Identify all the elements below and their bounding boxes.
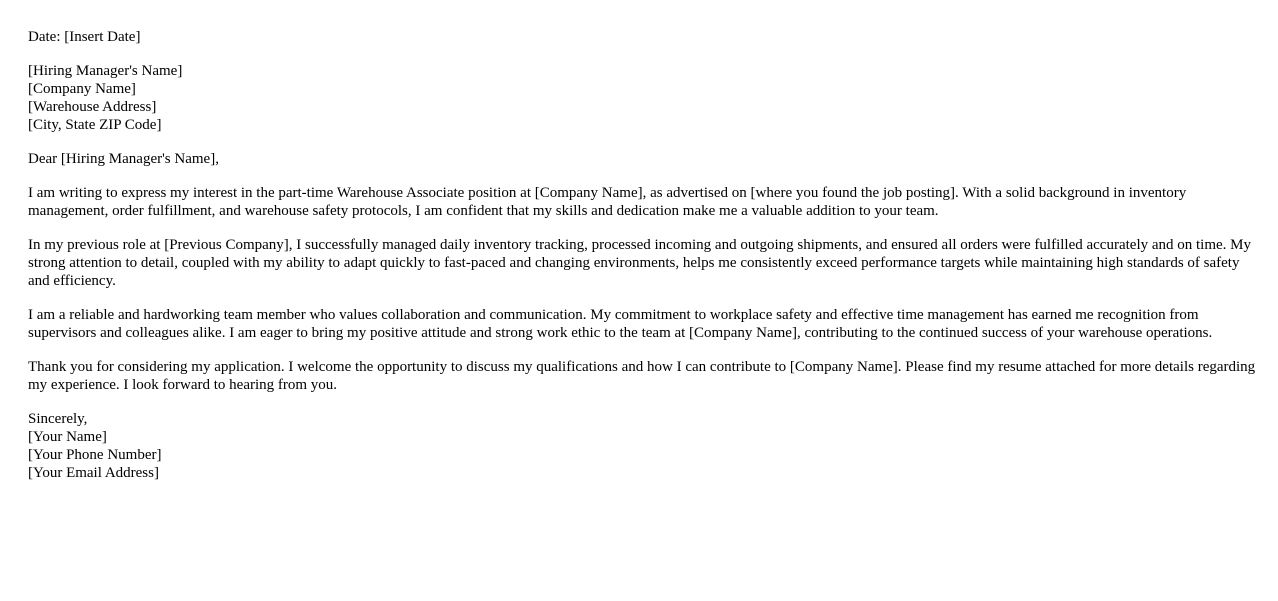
date-block [28, 28, 1256, 46]
closing: Sincerely, [28, 411, 88, 427]
recipient-name: [Hiring Manager's Name] [28, 63, 183, 79]
body-paragraph-qualities: I am a reliable and hardworking team member who values collaboration and communication. My commitment to workplace safety and effective time management has earned me recognition from supervisors and colleagues alike. I am eager to bring my positive attitude and strong work ethic to the team at [Company Name], contributing to the continued success of your warehouse operations. [28, 307, 1213, 341]
body-paragraph-intro: I am writing to express my interest in the part-time Warehouse Associate position at [Company Name], as advertised on [where you found the job posting]. With a solid background in inventory management, order fulfillment, and warehouse safety protocols, I am confident that my skills and dedication make me a valuable addition to your team. [28, 185, 1187, 219]
recipient-city-state-zip: [City, State ZIP Code] [28, 117, 162, 133]
recipient-address: [Warehouse Address] [28, 99, 157, 115]
signature-block [28, 410, 1256, 482]
signature-email: [Your Email Address] [28, 465, 159, 481]
signature-phone: [Your Phone Number] [28, 447, 162, 463]
cover-letter [28, 28, 1256, 498]
date-line: Date: [Insert Date] [28, 29, 141, 45]
signature-name: [Your Name] [28, 429, 107, 445]
recipient-block [28, 62, 1256, 134]
salutation: Dear [Hiring Manager's Name], [28, 151, 219, 167]
recipient-company: [Company Name] [28, 81, 136, 97]
salutation-block [28, 150, 1256, 168]
body-paragraph-closing: Thank you for considering my application. I welcome the opportunity to discuss my qualifications and how I can contribute to [Company Name]. Please find my resume attached for more details regarding my experience. I look forward to hearing from you. [28, 359, 1256, 393]
body-paragraph-experience: In my previous role at [Previous Company], I successfully managed daily inventory tracking, processed incoming and outgoing shipments, and ensured all orders were fulfilled accurately and on time. My strong attention to detail, coupled with my ability to adapt quickly to fast-paced and changing environments, helps me consistently exceed performance targets while maintaining high standards of safety and efficiency. [28, 237, 1252, 289]
